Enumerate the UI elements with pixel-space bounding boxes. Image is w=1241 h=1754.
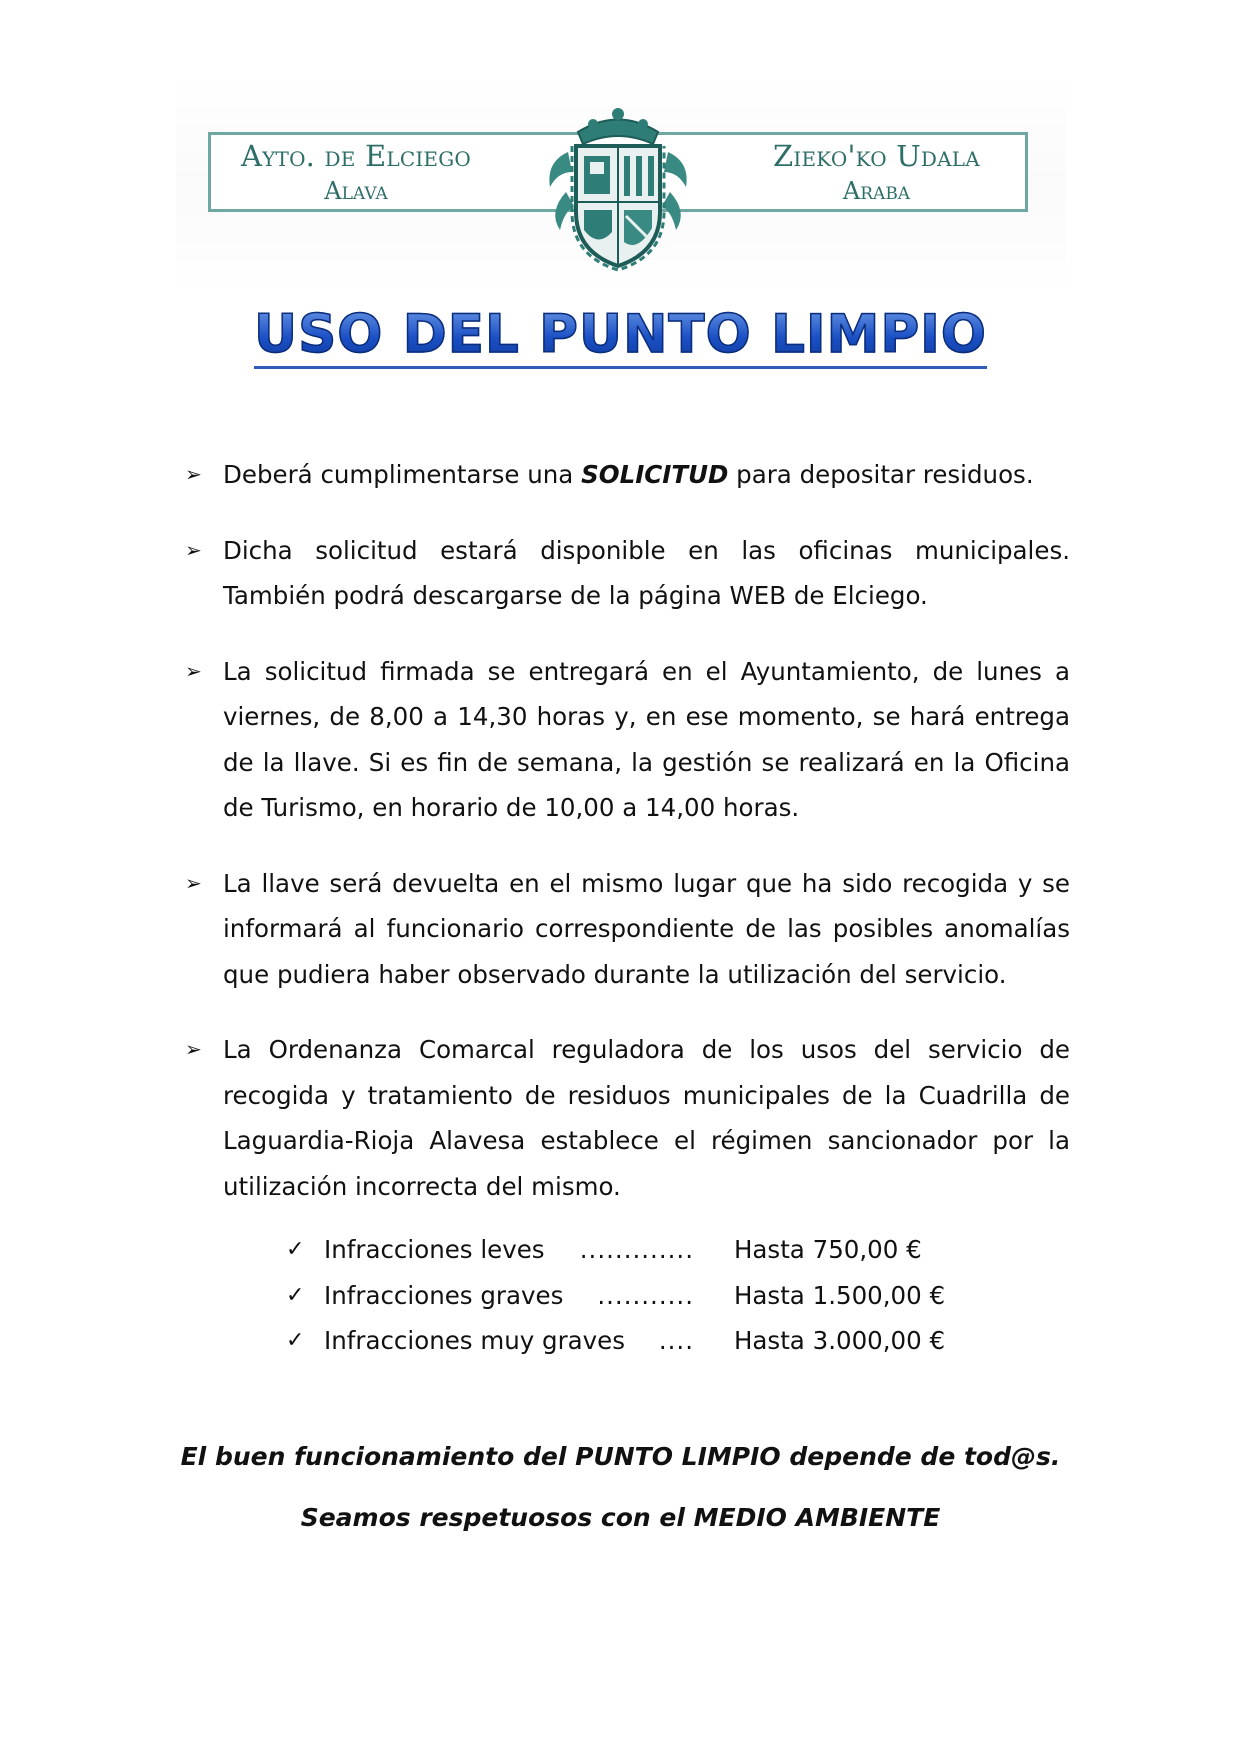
municipality-name-eu	[749, 138, 1004, 208]
municipality-title-eu: Zieko'ko Udala	[773, 139, 980, 173]
rule-text: Dicha solicitud estará disponible en las oficinas municipales. También podrá descargarse de la página WEB de Elciego.	[223, 535, 1070, 610]
sanction-leader-dots: ....	[658, 1326, 694, 1355]
arrow-bullet-icon: ➢	[185, 658, 202, 683]
rule-text-emphasis: SOLICITUD	[581, 460, 729, 489]
check-icon: ✓	[286, 1282, 305, 1308]
sanction-label: Infracciones leves	[324, 1235, 545, 1264]
page-title	[0, 303, 1241, 367]
sanction-row	[286, 1273, 986, 1319]
list-item	[185, 861, 1070, 998]
province-name-eu: Araba	[842, 177, 911, 205]
sanction-row	[286, 1227, 986, 1273]
sanctions-list	[286, 1227, 986, 1364]
sanction-amount: Hasta 3.000,00 €	[734, 1326, 946, 1355]
sanction-amount: Hasta 1.500,00 €	[734, 1280, 946, 1310]
rule-text-pre: Deberá cumplimentarse una	[223, 460, 582, 489]
check-icon: ✓	[286, 1237, 305, 1262]
footer-slogan-1: El buen funcionamiento del PUNTO LIMPIO depende de tod@s.	[180, 1442, 1061, 1471]
sanction-label: Infracciones graves	[324, 1280, 564, 1310]
list-item	[185, 528, 1070, 619]
rule-text: La llave será devuelta en el mismo lugar que ha sido recogida y se informará al funcionario correspondiente de las posibles anomalías que pudiera haber observado durante la utilización del servicio.	[223, 868, 1070, 989]
list-item	[185, 452, 1070, 498]
rules-list	[185, 452, 1070, 1239]
rule-text: La solicitud firmada se entregará en el Ayuntamiento, de lunes a viernes, de 8,00 a 14,30 horas y, en ese momento, se hará entrega de la llave. Si es fin de semana, la gestión se realizará en la Oficina de Turismo, en horario de 10,00 a 14,00 horas.	[223, 656, 1070, 822]
arrow-bullet-icon: ➢	[185, 537, 202, 562]
rule-text-post: para depositar residuos.	[728, 460, 1034, 489]
arrow-bullet-icon: ➢	[185, 1037, 202, 1061]
sanction-row	[286, 1318, 986, 1364]
municipality-name-es	[231, 138, 481, 208]
sanction-label: Infracciones muy graves	[324, 1326, 626, 1355]
list-item	[185, 649, 1070, 831]
header-banner	[176, 72, 1066, 297]
sanction-leader-dots: ...........	[597, 1280, 694, 1310]
municipality-title-es: Ayto. de Elciego	[241, 139, 471, 173]
page-title-text: USO DEL PUNTO LIMPIO	[254, 304, 987, 369]
sanction-leader-dots: .............	[579, 1235, 694, 1264]
arrow-bullet-icon: ➢	[185, 870, 202, 895]
sanction-amount: Hasta 750,00 €	[734, 1235, 922, 1264]
arrow-bullet-icon: ➢	[185, 462, 202, 486]
footer-slogan-2: Seamos respetuosos con el MEDIO AMBIENTE	[300, 1503, 941, 1532]
coat-of-arms-icon	[538, 102, 698, 272]
rule-text: La Ordenanza Comarcal reguladora de los usos del servicio de recogida y tratamiento de residuos municipales de la Cuadrilla de Laguardia-Rioja Alavesa establece el régimen sancionador por la utilización incorrecta del mismo.	[223, 1035, 1070, 1201]
province-name-es: Alava	[324, 177, 388, 205]
list-item	[185, 1027, 1070, 1209]
check-icon: ✓	[286, 1328, 305, 1353]
